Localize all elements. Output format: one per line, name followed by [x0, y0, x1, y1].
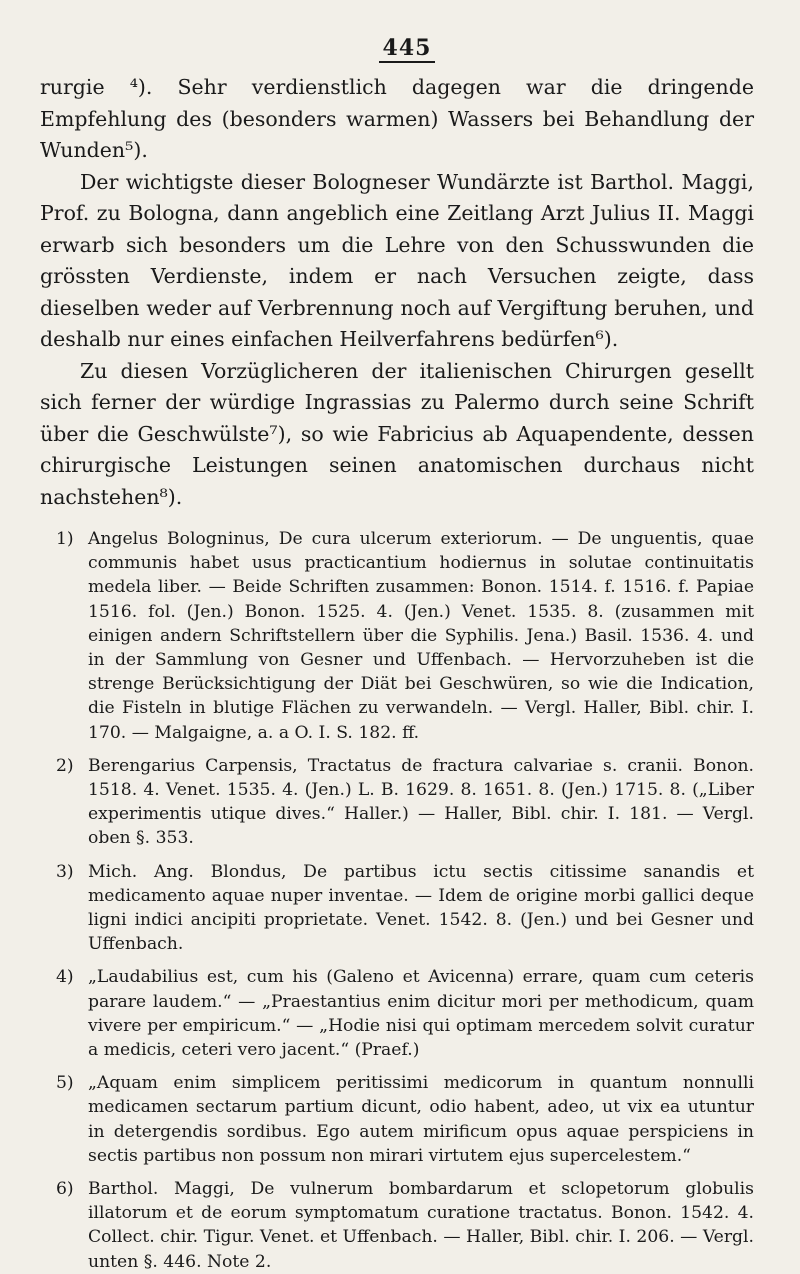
footnote-1	[40, 527, 754, 745]
footnote-text: Berengarius Carpensis, Tractatus de fractura calvariae s. cranii. Bonon. 1518. 4. Venet. 1535. 4. (Jen.) L. B. 1629. 8. 1651. 8. (Jen.) 1715. 8. („Liber experimentis utique dives.“ Haller.) — Haller, Bibl. chir. I. 181. — Vergl. oben §. 353.	[88, 755, 754, 849]
footnote-number: 6)	[56, 1179, 74, 1200]
footnote-number: 5)	[56, 1073, 74, 1094]
footnote-text: „Laudabilius est, cum his (Galeno et Avicenna) errare, quam cum ceteris parare laudem.“ — „Praestantius enim dicitur mori per methodicum, quam vivere per empiricum.“ — „Hodie nisi qui optimam mercedem solvit curatur a medicis, ceteri vero jacent.“ (Praef.)	[88, 967, 754, 1061]
footnote-6	[40, 1177, 754, 1274]
footnote-number: 3)	[56, 861, 74, 882]
paragraph-2: Der wichtigste dieser Bologneser Wundärzte ist Barthol. Maggi, Prof. zu Bologna, dann angeblich eine Zeitlang Arzt Julius II. Maggi erwarb sich besonders um die Lehre von den Schusswunden die grössten Verdienste, indem er nach Versuchen zeigte, dass dieselben weder auf Verbrennung noch auf Vergiftung beruhen, und deshalb nur eines einfachen Heilverfahrens bedürfen⁶).	[40, 169, 754, 351]
footnote-text: „Aquam enim simplicem peritissimi medicorum in quantum nonnulli medicamen sectarum partium dicunt, odio habent, adeo, ut vix ea utuntur in detergendis sordibus. Ego autem mirificum opus aquae perspiciens in sectis partibus non possum non mirari virtutem ejus supercelestem.“	[88, 1073, 754, 1166]
main-text	[40, 72, 754, 513]
footnote-text: Angelus Bologninus, De cura ulcerum exteriorum. — De unguentis, quae communis habet usus practicantium hodiernus in solutae continuitatis medela liber. — Beide Schriften zusammen: Bonon. 1514. f. 1516. f. Papiae 1516. fol. (Jen.) Bonon. 1525. 4. (Jen.) Venet. 1535. 8. (zusammen mit einigen andern Schriftstellern über die Syphilis. Jena.) Basil. 1536. 4. und in der Sammlung von Gesner und Uffenbach. — Hervorzuheben ist die strenge Berücksichtigung der Diät bei Geschwüren, so wie die Indication, die Fisteln in blutige Flächen zu verwandeln. — Vergl. Haller, Bibl. chir. I. 170. — Malgaigne, a. a O. I. S. 182. ff.	[88, 529, 754, 743]
paragraph-3: Zu diesen Vorzüglicheren der italienischen Chirurgen gesellt sich ferner der würdige Ingrassias zu Palermo durch seine Schrift über die Geschwülste⁷), so wie Fabricius ab Aquapendente, dessen chirurgische Leistungen seinen anatomischen durchaus nicht nachstehen⁸).	[40, 358, 754, 509]
footnote-2	[40, 754, 754, 851]
page-number: 445	[60, 28, 754, 72]
footnotes	[40, 527, 754, 1274]
footnote-5	[40, 1071, 754, 1168]
footnote-3	[40, 860, 754, 957]
footnote-number: 4)	[56, 967, 74, 988]
paragraph-1: rurgie ⁴). Sehr verdienstlich dagegen war die dringende Empfehlung des (besonders warmen) Wassers bei Behandlung der Wunden⁵).	[40, 75, 754, 162]
footnote-text: Mich. Ang. Blondus, De partibus ictu sectis citissime sanandis et medicamento aquae nuper inventae. — Idem de origine morbi gallici deque ligni indici ancipiti proprietate. Venet. 1542. 8. (Jen.) und bei Gesner und Uffenbach.	[88, 861, 754, 955]
footnote-number: 1)	[56, 529, 74, 549]
footnote-text: Barthol. Maggi, De vulnerum bombardarum et sclopetorum globulis illatorum et de eorum symptomatum curatione tractatus. Bonon. 1542. 4. Collect. chir. Tigur. Venet. et Uffenbach. — Haller, Bibl. chir. I. 206. — Vergl. unten §. 446. Note 2.	[88, 1179, 754, 1272]
footnote-number: 2)	[56, 755, 74, 776]
footnote-4	[40, 965, 754, 1062]
